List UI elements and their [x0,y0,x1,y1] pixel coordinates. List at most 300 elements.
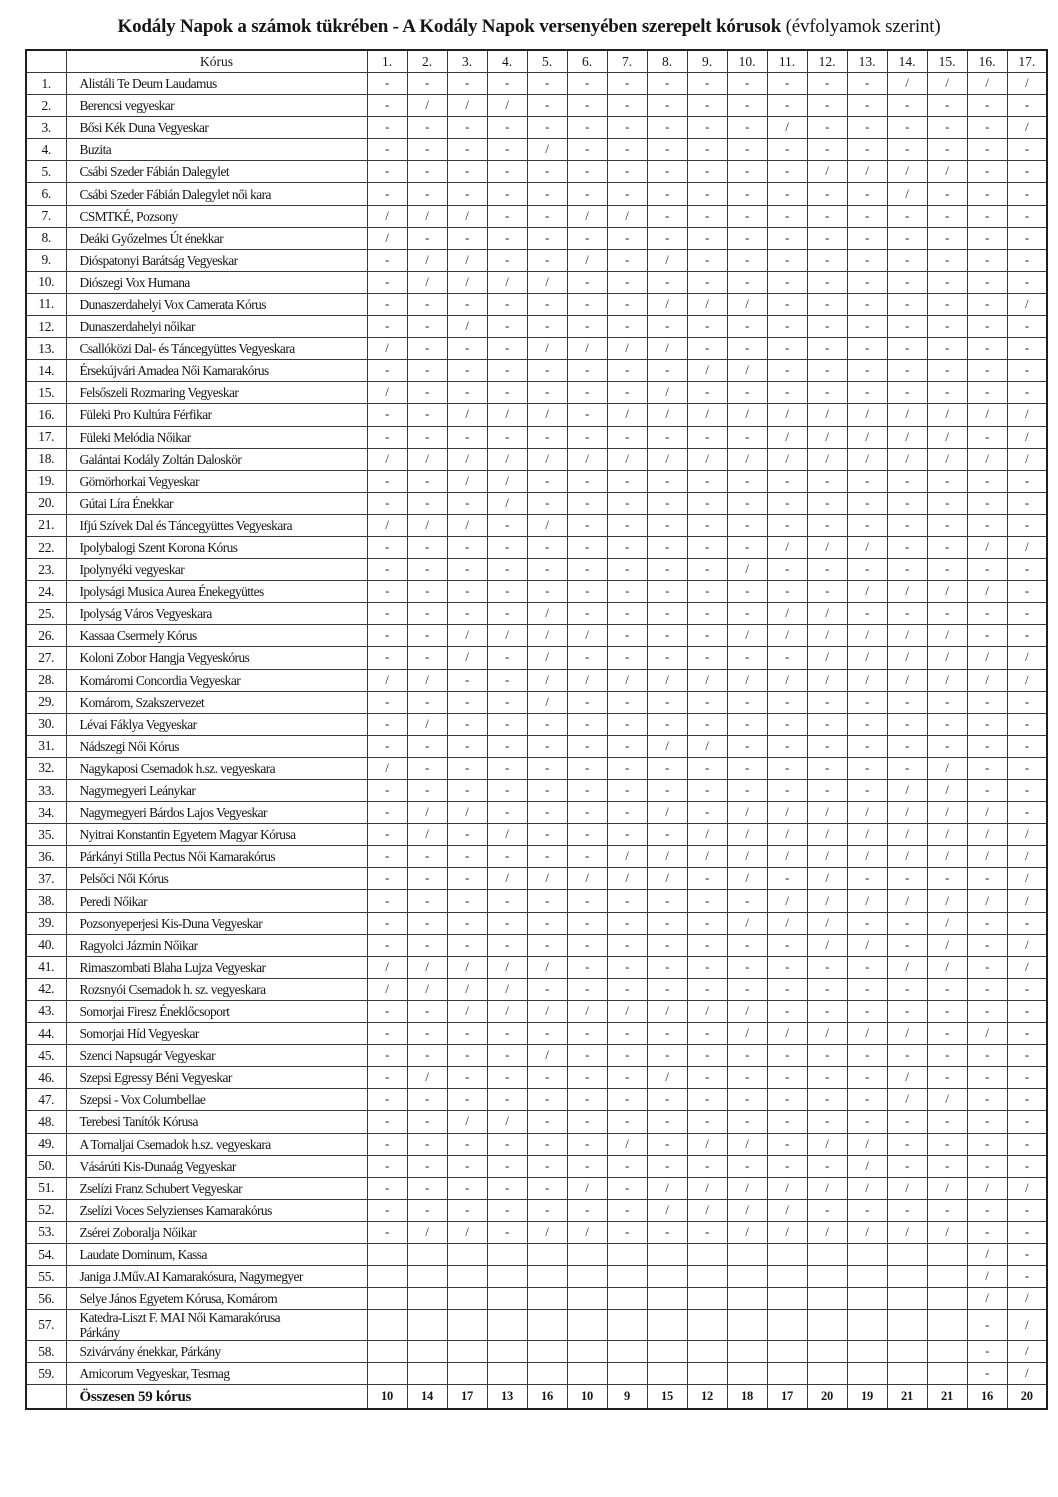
row-number: 3. [26,117,66,139]
participation-mark-7: / [607,205,647,227]
participation-mark-14: - [887,316,927,338]
row-number: 36. [26,846,66,868]
participation-mark-10: - [727,1155,767,1177]
participation-mark-11: / [767,890,807,912]
participation-mark-10: - [727,271,767,293]
participation-mark-11: - [767,95,807,117]
participation-mark-12: - [807,316,847,338]
table-row [26,1310,1047,1341]
participation-mark-17: - [1007,227,1047,249]
choir-name [66,735,367,757]
participation-mark-13: / [847,161,887,183]
participation-mark-15: - [927,1045,967,1067]
participation-mark-2: - [407,691,447,713]
participation-mark-6: - [567,271,607,293]
participation-mark-12: / [807,1221,847,1243]
row-number: 1. [26,73,66,95]
participation-mark-14: - [887,603,927,625]
participation-mark-12 [807,1341,847,1363]
participation-mark-7: / [607,448,647,470]
table-row [26,669,1047,691]
choir-name [66,293,367,315]
participation-mark-9: - [687,625,727,647]
header-edition-8: 8. [647,50,687,73]
participation-mark-3: / [447,448,487,470]
participation-mark-9: - [687,868,727,890]
participation-mark-10 [727,1341,767,1363]
participation-mark-16: / [967,802,1007,824]
participation-mark-2 [407,1363,447,1385]
table-row [26,603,1047,625]
participation-mark-7: - [607,735,647,757]
participation-mark-4: - [487,205,527,227]
total-count-edition-12: 20 [807,1385,847,1410]
participation-mark-14: - [887,470,927,492]
participation-mark-7: / [607,1133,647,1155]
participation-mark-6: - [567,514,607,536]
choir-name-line: Nagymegyeri Bárdos Lajos Vegyeskar [79,805,267,821]
choir-name [66,360,367,382]
participation-mark-1: - [367,625,407,647]
choir-name [66,1067,367,1089]
participation-mark-2: - [407,780,447,802]
participation-mark-5: - [527,559,567,581]
choir-name [66,139,367,161]
choir-name [66,271,367,293]
participation-mark-13: / [847,448,887,470]
participation-mark-16: / [967,824,1007,846]
table-row [26,978,1047,1000]
participation-mark-2: - [407,316,447,338]
participation-mark-5: - [527,1155,567,1177]
participation-mark-13: - [847,514,887,536]
participation-mark-9: - [687,1155,727,1177]
participation-mark-8: / [647,802,687,824]
row-number: 56. [26,1288,66,1310]
row-number: 47. [26,1089,66,1111]
participation-mark-12: / [807,846,847,868]
participation-mark-14: - [887,139,927,161]
choir-name-line: Nagymegyeri Leánykar [79,783,196,799]
participation-mark-2: - [407,1023,447,1045]
participation-mark-9: - [687,271,727,293]
total-count-edition-8: 15 [647,1385,687,1410]
participation-mark-3: - [447,1155,487,1177]
participation-mark-8: - [647,956,687,978]
participation-mark-14: - [887,360,927,382]
participation-mark-4 [487,1288,527,1310]
participation-mark-3: / [447,625,487,647]
participation-mark-4: / [487,492,527,514]
participation-mark-5: - [527,912,567,934]
participation-mark-8: - [647,161,687,183]
participation-mark-9: - [687,1111,727,1133]
choir-name-line: Zsérei Zoboralja Nőikar [79,1224,197,1240]
participation-mark-11: - [767,713,807,735]
participation-mark-16: - [967,338,1007,360]
participation-mark-4: - [487,382,527,404]
participation-mark-1: - [367,647,407,669]
participation-mark-7: - [607,934,647,956]
participation-mark-14: - [887,735,927,757]
participation-mark-8 [647,1363,687,1385]
choir-name [66,1111,367,1133]
participation-mark-2: / [407,95,447,117]
row-number: 49. [26,1133,66,1155]
total-count-edition-10: 18 [727,1385,767,1410]
participation-mark-4: - [487,514,527,536]
participation-mark-3: - [447,912,487,934]
participation-mark-10: - [727,647,767,669]
participation-mark-7: - [607,757,647,779]
participation-mark-11 [767,1341,807,1363]
participation-mark-9: - [687,536,727,558]
participation-mark-12: / [807,669,847,691]
participation-mark-3: - [447,117,487,139]
participation-mark-9: - [687,95,727,117]
participation-mark-1: - [367,824,407,846]
participation-mark-6 [567,1266,607,1288]
table-row [26,1023,1047,1045]
participation-mark-3: - [447,1199,487,1221]
participation-mark-10: / [727,1221,767,1243]
participation-mark-12: - [807,139,847,161]
participation-mark-9: - [687,912,727,934]
participation-mark-6: - [567,183,607,205]
participation-mark-5: - [527,293,567,315]
participation-mark-14: / [887,1177,927,1199]
participation-mark-14: - [887,514,927,536]
table-row [26,161,1047,183]
participation-mark-11: - [767,293,807,315]
participation-mark-9: - [687,581,727,603]
choir-name-line: Pelsőci Női Kórus [79,871,169,887]
header-korus: Kórus [66,50,367,73]
participation-mark-1: / [367,669,407,691]
participation-mark-8: / [647,868,687,890]
participation-mark-8: - [647,757,687,779]
participation-mark-4: - [487,846,527,868]
participation-mark-12 [807,1243,847,1265]
participation-mark-8: - [647,227,687,249]
participation-mark-4: - [487,1177,527,1199]
participation-mark-12: - [807,360,847,382]
choir-name-line: Vásárúti Kis-Dunaág Vegyeskar [79,1158,236,1174]
choir-name-line: Amicorum Vegyeskar, Tesmag [79,1366,230,1382]
participation-mark-9: - [687,802,727,824]
participation-mark-16: - [967,161,1007,183]
participation-mark-15: / [927,161,967,183]
participation-mark-13: - [847,271,887,293]
choir-name-line: Ragyolci Jázmin Nőikar [79,937,198,953]
row-number: 15. [26,382,66,404]
participation-mark-8: - [647,514,687,536]
table-row [26,1266,1047,1288]
participation-mark-13: - [847,603,887,625]
choir-table [25,49,1048,1410]
table-row [26,1341,1047,1363]
participation-mark-7: / [607,338,647,360]
participation-mark-8: / [647,382,687,404]
participation-mark-17: / [1007,1288,1047,1310]
participation-mark-14: - [887,338,927,360]
participation-mark-11: - [767,956,807,978]
participation-mark-15: / [927,934,967,956]
participation-mark-7: - [607,249,647,271]
participation-mark-4: - [487,73,527,95]
participation-mark-6: - [567,492,607,514]
participation-mark-5: - [527,1199,567,1221]
participation-mark-3: - [447,713,487,735]
choir-name [66,249,367,271]
choir-name [66,669,367,691]
participation-mark-10: / [727,669,767,691]
totals-label: Összesen 59 kórus [66,1385,367,1410]
participation-mark-17: - [1007,1045,1047,1067]
participation-mark-1: / [367,514,407,536]
participation-mark-16: - [967,382,1007,404]
participation-mark-9: - [687,956,727,978]
participation-mark-16: - [967,1133,1007,1155]
participation-mark-9: / [687,735,727,757]
participation-mark-3: / [447,404,487,426]
participation-mark-15: / [927,1221,967,1243]
table-row [26,713,1047,735]
participation-mark-7: - [607,802,647,824]
participation-mark-1: / [367,978,407,1000]
participation-mark-17: / [1007,669,1047,691]
participation-mark-11: / [767,1023,807,1045]
participation-mark-4: - [487,780,527,802]
participation-mark-17: - [1007,382,1047,404]
participation-mark-7: - [607,227,647,249]
participation-mark-2: - [407,1089,447,1111]
participation-mark-13: - [847,95,887,117]
choir-name [66,1023,367,1045]
participation-mark-15: - [927,735,967,757]
participation-mark-15: / [927,846,967,868]
participation-mark-3: - [447,161,487,183]
participation-mark-15: - [927,382,967,404]
header-corner-cell [26,50,66,73]
participation-mark-6: - [567,1023,607,1045]
participation-mark-10: / [727,912,767,934]
participation-mark-17: - [1007,316,1047,338]
participation-mark-17: - [1007,139,1047,161]
participation-mark-2: - [407,382,447,404]
total-count-edition-1: 10 [367,1385,407,1410]
choir-name-line: Érsekújvári Amadea Női Kamarakórus [79,363,269,379]
participation-mark-5: - [527,95,567,117]
participation-mark-12: - [807,95,847,117]
participation-mark-6 [567,1363,607,1385]
participation-mark-14: / [887,1221,927,1243]
table-row [26,205,1047,227]
participation-mark-12: / [807,802,847,824]
participation-mark-12: - [807,293,847,315]
title-suffix: (évfolyamok szerint) [781,16,941,37]
participation-mark-13 [847,1266,887,1288]
participation-mark-4: - [487,227,527,249]
participation-mark-3: - [447,293,487,315]
participation-mark-14: - [887,757,927,779]
participation-mark-3 [447,1266,487,1288]
table-row [26,1177,1047,1199]
participation-mark-8: - [647,647,687,669]
participation-mark-1: - [367,161,407,183]
choir-name-line: Deáki Győzelmes Út énekkar [79,230,224,246]
total-count-edition-15: 21 [927,1385,967,1410]
participation-mark-2: - [407,603,447,625]
participation-mark-9: - [687,183,727,205]
choir-name-line: Párkányi Stilla Pectus Női Kamarakórus [79,849,276,865]
participation-mark-7: - [607,890,647,912]
participation-mark-15: - [927,183,967,205]
participation-mark-5: - [527,73,567,95]
participation-mark-11: / [767,603,807,625]
choir-name [66,73,367,95]
participation-mark-10: / [727,846,767,868]
choir-name [66,1266,367,1288]
choir-name-line: Dunaszerdahelyi nőikar [79,319,195,335]
participation-mark-4: / [487,95,527,117]
participation-mark-16: / [967,73,1007,95]
participation-mark-7: - [607,1111,647,1133]
participation-mark-13: - [847,1000,887,1022]
participation-mark-16: - [967,603,1007,625]
participation-mark-16: - [967,912,1007,934]
participation-mark-17: - [1007,1089,1047,1111]
participation-mark-11: - [767,227,807,249]
participation-mark-3: / [447,95,487,117]
participation-mark-6: - [567,470,607,492]
participation-mark-7: - [607,1067,647,1089]
participation-mark-17: - [1007,161,1047,183]
participation-mark-13 [847,1288,887,1310]
participation-mark-15: - [927,603,967,625]
participation-mark-17: - [1007,691,1047,713]
participation-mark-17: / [1007,1310,1047,1341]
participation-mark-14: - [887,382,927,404]
participation-mark-9: / [687,669,727,691]
participation-mark-7: - [607,95,647,117]
participation-mark-9 [687,1288,727,1310]
participation-mark-16: - [967,1089,1007,1111]
choir-name [66,625,367,647]
participation-mark-10: - [727,581,767,603]
participation-mark-6: - [567,890,607,912]
table-row [26,470,1047,492]
participation-mark-9: - [687,426,727,448]
participation-mark-7: - [607,1177,647,1199]
total-count-edition-6: 10 [567,1385,607,1410]
participation-mark-7: - [607,73,647,95]
participation-mark-4: - [487,603,527,625]
row-number: 24. [26,581,66,603]
participation-mark-13: - [847,227,887,249]
row-number: 42. [26,978,66,1000]
participation-mark-15: - [927,271,967,293]
participation-mark-15: - [927,139,967,161]
participation-mark-8 [647,1341,687,1363]
participation-mark-16: - [967,1363,1007,1385]
participation-mark-5: - [527,1133,567,1155]
participation-mark-3: - [447,338,487,360]
participation-mark-14: / [887,802,927,824]
table-row [26,1155,1047,1177]
participation-mark-10: - [727,426,767,448]
participation-mark-16: - [967,271,1007,293]
participation-mark-6: - [567,934,607,956]
participation-mark-3 [447,1310,487,1341]
participation-mark-6: - [567,1067,607,1089]
participation-mark-4 [487,1310,527,1341]
choir-name-line: Csábi Szeder Fábián Dalegylet női kara [79,186,271,202]
participation-mark-10: / [727,404,767,426]
row-number: 52. [26,1199,66,1221]
participation-mark-13: / [847,1221,887,1243]
participation-mark-9: / [687,1199,727,1221]
participation-mark-5: - [527,1023,567,1045]
participation-mark-1: - [367,316,407,338]
table-row [26,227,1047,249]
participation-mark-7: - [607,514,647,536]
participation-mark-15 [927,1341,967,1363]
total-count-edition-2: 14 [407,1385,447,1410]
choir-name-line: Rimaszombati Blaha Lujza Vegyeskar [79,959,266,975]
participation-mark-3: - [447,824,487,846]
participation-mark-8: / [647,1199,687,1221]
participation-mark-5: / [527,956,567,978]
participation-mark-12: / [807,625,847,647]
participation-mark-17: / [1007,404,1047,426]
participation-mark-1 [367,1310,407,1341]
participation-mark-11: / [767,1177,807,1199]
row-number: 11. [26,293,66,315]
row-number: 7. [26,205,66,227]
participation-mark-2: / [407,205,447,227]
participation-mark-7: - [607,1089,647,1111]
participation-mark-6: - [567,603,607,625]
participation-mark-17: / [1007,1363,1047,1385]
total-count-edition-16: 16 [967,1385,1007,1410]
choir-name [66,1089,367,1111]
participation-mark-13: / [847,890,887,912]
participation-mark-10 [727,1288,767,1310]
participation-mark-7: - [607,1023,647,1045]
participation-mark-4: - [487,1199,527,1221]
participation-mark-13: - [847,559,887,581]
participation-mark-5: - [527,536,567,558]
participation-mark-16: / [967,846,1007,868]
row-number: 35. [26,824,66,846]
participation-mark-16: - [967,1000,1007,1022]
participation-mark-14: / [887,426,927,448]
participation-mark-9: - [687,492,727,514]
participation-mark-17: - [1007,735,1047,757]
participation-mark-16: / [967,647,1007,669]
participation-mark-12: / [807,934,847,956]
participation-mark-5 [527,1243,567,1265]
participation-mark-5: - [527,227,567,249]
participation-mark-7: - [607,603,647,625]
participation-mark-15: - [927,713,967,735]
participation-mark-17: - [1007,183,1047,205]
participation-mark-13: - [847,382,887,404]
participation-mark-6: / [567,1177,607,1199]
participation-mark-14: / [887,161,927,183]
participation-mark-13 [847,1243,887,1265]
